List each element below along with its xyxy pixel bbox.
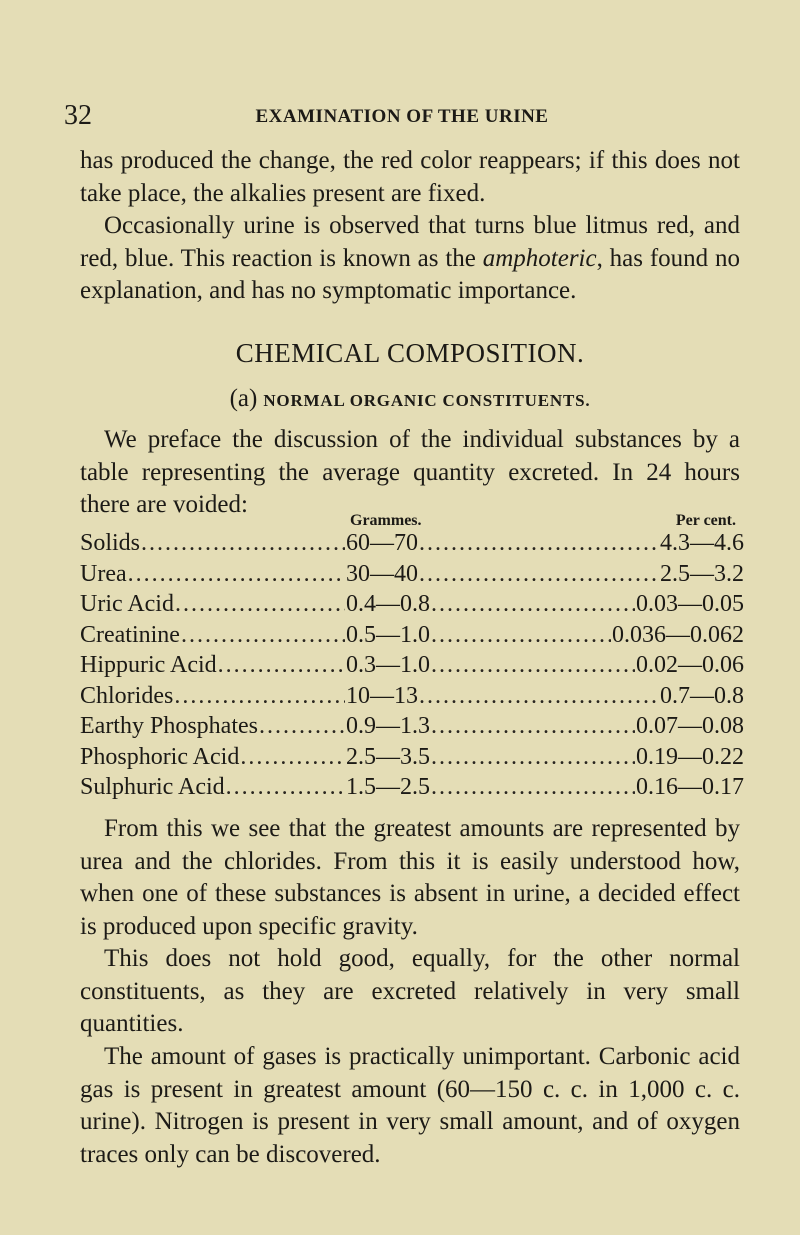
percent-value: 0.07—0.08: [636, 713, 744, 739]
paragraph-amphoteric-text-1: Occasionally urine is observed that turns blue litmus red, and red, blue. This reaction is known as the: [80, 212, 740, 272]
table-row: [80, 530, 744, 560]
column-header-percent: Per cent.: [675, 512, 736, 529]
row-name-cell: [80, 622, 346, 649]
table-row: [80, 561, 744, 591]
grammes-value: 0.9—1.3: [346, 713, 430, 739]
page-number: 32: [64, 100, 92, 131]
percent-value: 4.3—4.6: [660, 530, 744, 556]
grammes-value: 0.3—1.0: [346, 652, 430, 678]
section-heading: CHEMICAL COMPOSITION.: [235, 338, 585, 368]
leader-dots: [174, 683, 345, 710]
percent-value: 0.7—0.8: [660, 682, 744, 709]
paragraph-other-constituents: This does not hold good, equally, for the other normal constituents, as they are excreted relatively in very small quantities.: [80, 945, 740, 1037]
leader-dots: [226, 774, 345, 801]
row-name-cell: [80, 591, 346, 618]
paragraph-amphoteric-text-2: , has found no explanation, and has no symptomatic importance.: [80, 244, 740, 304]
percent-value: 0.03—0.05: [636, 591, 744, 617]
constituent-name: Creatinine: [80, 621, 180, 648]
subsection-title: NORMAL ORGANIC CONSTITUENTS.: [263, 391, 591, 410]
paragraph-continuation: has produced the change, the red color reappears; if this does not take place, the alkalies present are fixed.: [80, 147, 740, 207]
running-title: EXAMINATION OF THE URINE: [255, 106, 549, 127]
table-row: [80, 652, 744, 682]
leader-dots: [431, 591, 635, 618]
leader-dots: [218, 652, 345, 679]
row-name-cell: [80, 683, 346, 710]
row-name-cell: [80, 744, 346, 771]
percent-value: 0.036—0.062: [612, 621, 744, 648]
subsection-heading: [80, 385, 740, 413]
amphoteric-term: amphoteric: [482, 244, 597, 272]
constituent-name: Urea: [80, 560, 127, 587]
grammes-value: 0.5—1.0: [346, 621, 430, 648]
grammes-value: 60—70: [346, 530, 418, 556]
leader-dots: [431, 774, 635, 801]
paragraph-gases: The amount of gases is practically unimportant. Carbonic acid gas is present in greatest amount (60—150 c. c. in 1,000 c. c. urine). Nitrogen is present in very small amount, and of oxygen traces only can be discovered.: [80, 1043, 740, 1168]
grammes-value: 0.4—0.8: [346, 591, 430, 617]
leader-dots: [240, 744, 345, 771]
row-name-cell: [80, 713, 346, 740]
constituent-name: Hippuric Acid: [80, 652, 217, 678]
column-header-grammes: Grammes.: [350, 512, 422, 529]
constituent-name: Uric Acid: [80, 591, 174, 617]
running-head: [64, 100, 740, 134]
subsection-marker: (a): [229, 385, 258, 412]
table-row: [80, 713, 744, 743]
table-row: [80, 744, 744, 774]
row-name-cell: [80, 561, 346, 588]
constituent-name: Sulphuric Acid: [80, 774, 225, 800]
leader-dots: [419, 530, 659, 557]
constituent-name: Chlorides: [80, 682, 174, 709]
leader-dots: [431, 652, 635, 679]
percent-value: 0.02—0.06: [636, 652, 744, 678]
leader-dots: [431, 744, 635, 771]
percent-value: 2.5—3.2: [660, 560, 744, 587]
leader-dots: [181, 622, 345, 649]
table-row: [80, 591, 744, 621]
constituent-name: Solids: [80, 530, 141, 556]
paragraph-greatest-amounts: From this we see that the greatest amounts are represented by urea and the chlorides. From this it is easily understood how, when one of these substances is absent in urine, a decided effect is produced upon specific gravity.: [80, 815, 740, 940]
percent-value: 0.19—0.22: [636, 743, 744, 770]
leader-dots: [419, 683, 659, 710]
grammes-value: 2.5—3.5: [346, 743, 430, 770]
grammes-value: 1.5—2.5: [346, 774, 430, 800]
constituent-name: Earthy Phosphates: [80, 713, 258, 739]
constituent-name: Phosphoric Acid: [80, 743, 240, 770]
table-row: [80, 683, 744, 713]
leader-dots: [175, 591, 345, 618]
table-row: [80, 622, 744, 652]
paragraph-table-intro: We preface the discussion of the individual substances by a table representing the average quantity excreted. In 24 hours there are voided:: [80, 426, 740, 518]
leader-dots: [431, 713, 635, 740]
percent-value: 0.16—0.17: [636, 774, 744, 800]
leader-dots: [431, 622, 611, 649]
leader-dots: [259, 713, 345, 740]
table-row: [80, 774, 744, 804]
row-name-cell: [80, 652, 346, 679]
grammes-value: 10—13: [346, 682, 418, 709]
grammes-value: 30—40: [346, 560, 418, 587]
leader-dots: [128, 561, 345, 588]
row-name-cell: [80, 530, 346, 557]
leader-dots: [419, 561, 659, 588]
row-name-cell: [80, 774, 346, 801]
leader-dots: [141, 530, 345, 557]
paragraph-amphoteric: [80, 210, 740, 308]
